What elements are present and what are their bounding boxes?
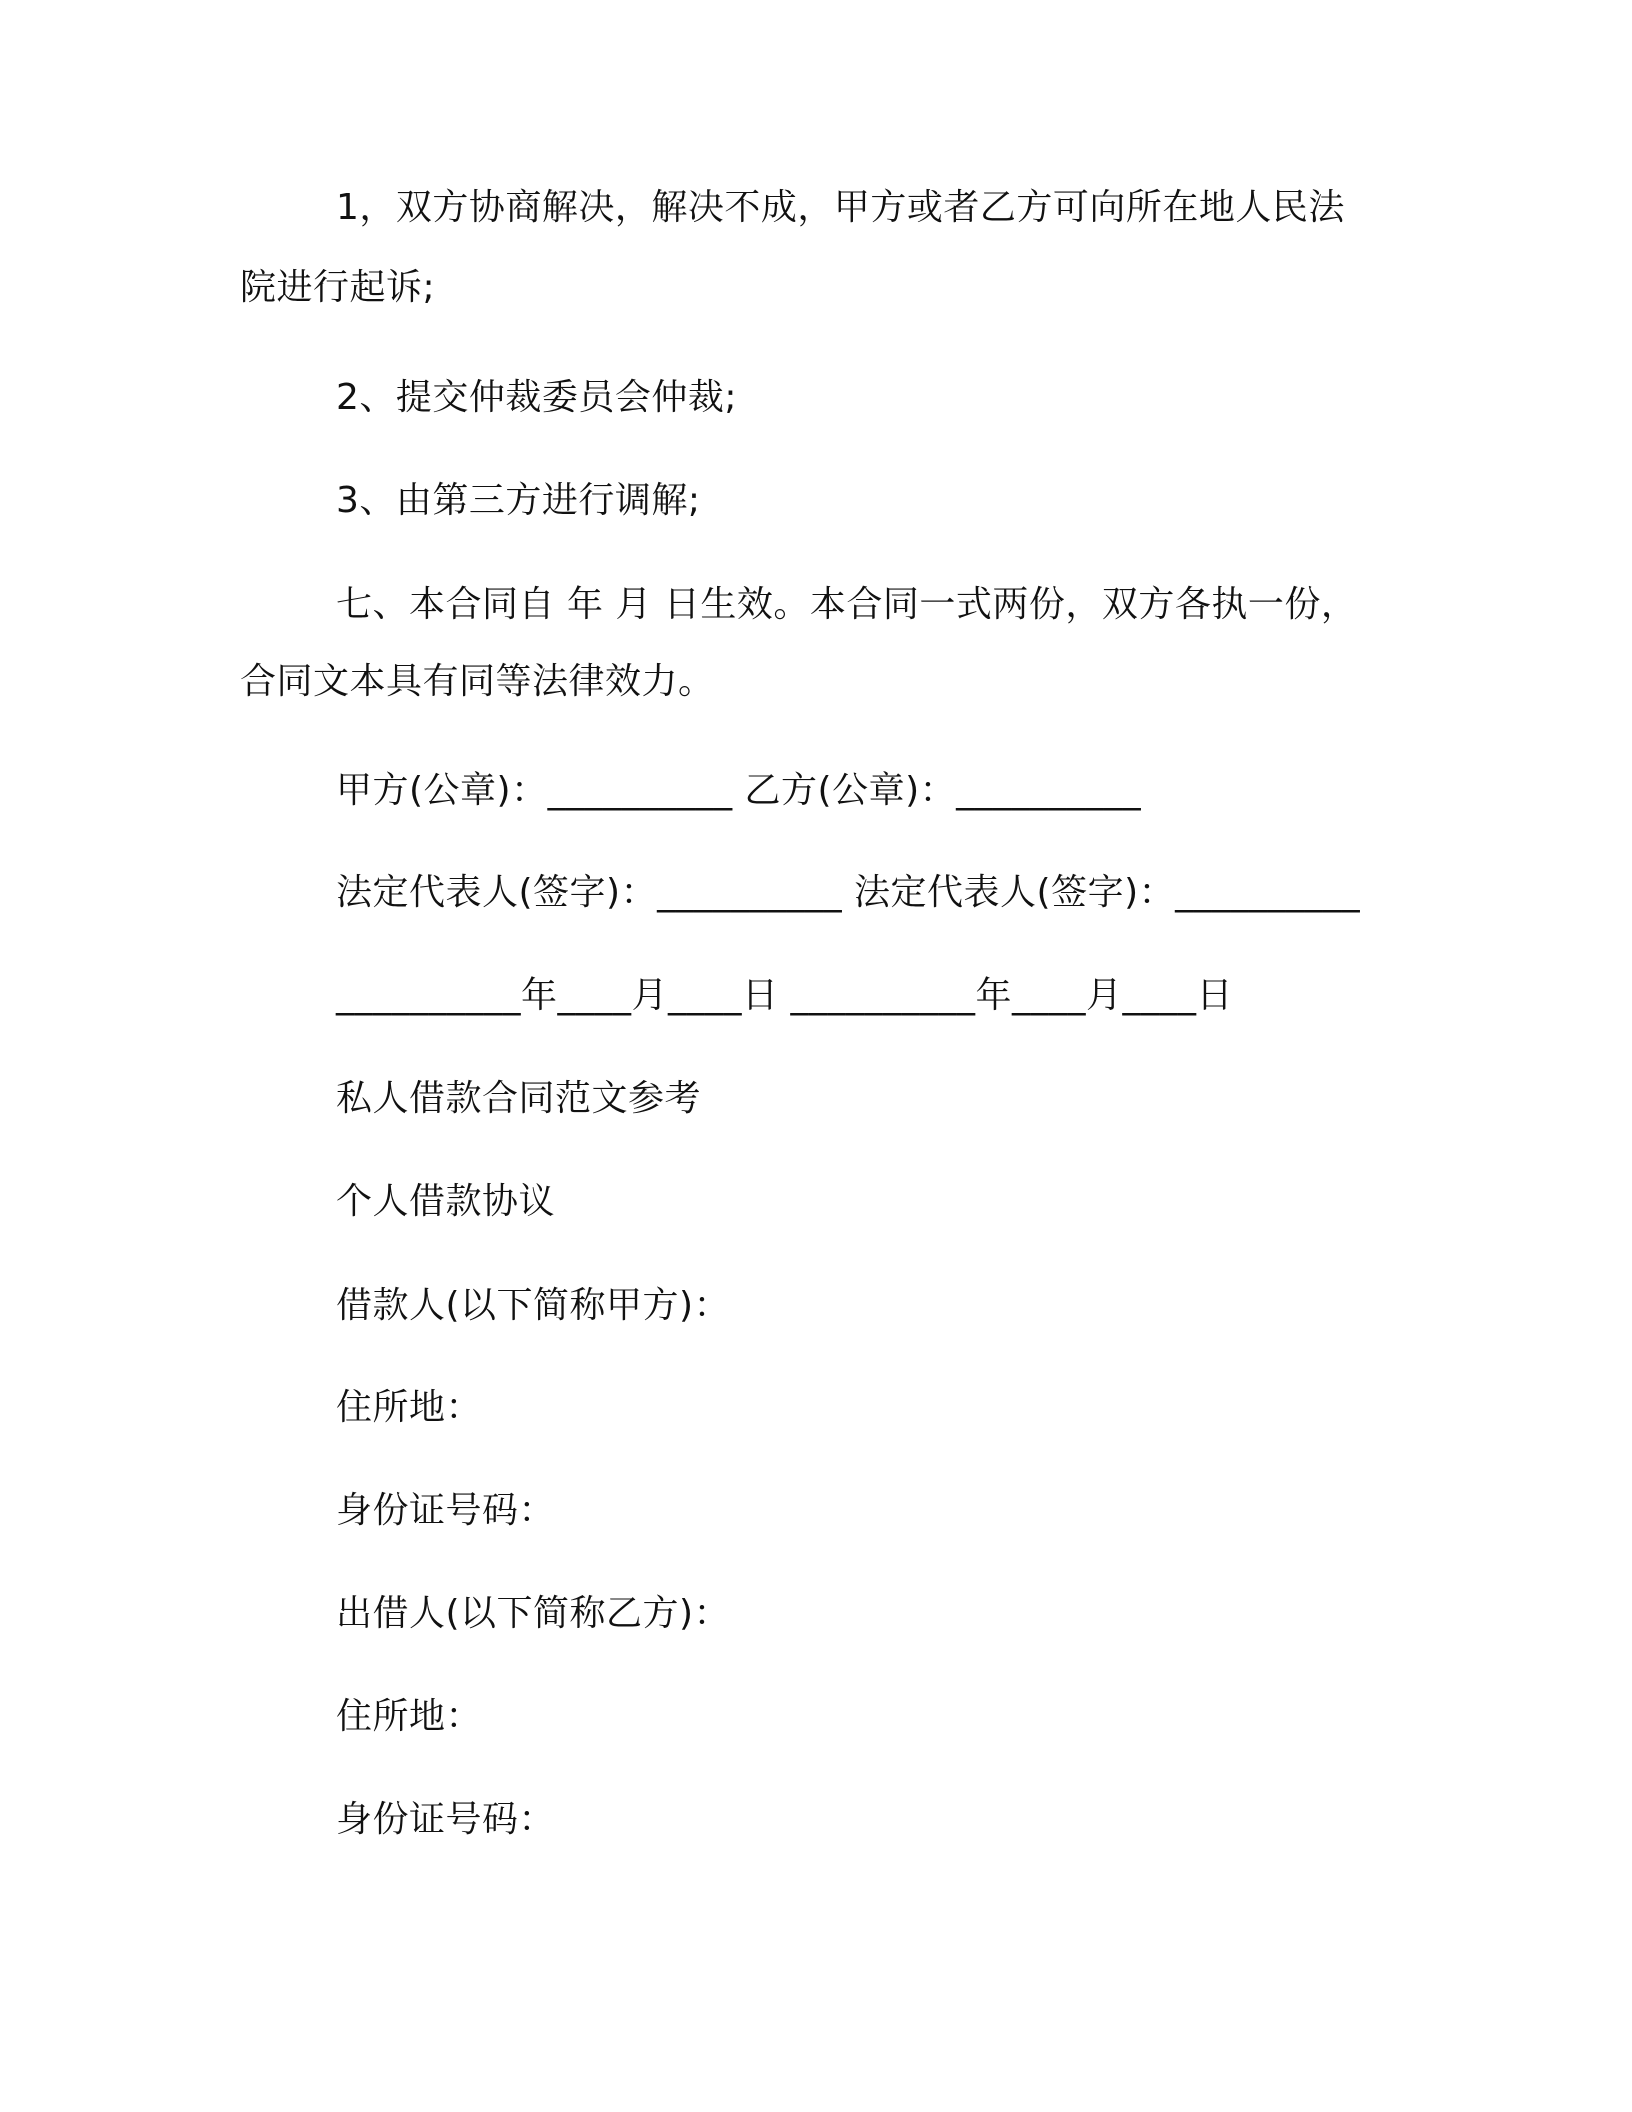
agreement-title: 个人借款协议 [336,1181,556,1222]
clause-3: 3、由第三方进行调解; [336,480,701,521]
article-7-line-1: 七、本合同自 年 月 日生效。本合同一式两份，双方各执一份， [336,584,1358,625]
lender-label: 出借人(以下简称乙方)： [336,1593,731,1634]
article-7-line-2: 合同文本具有同等法律效力。 [240,661,715,702]
clause-1-line-2: 院进行起诉; [240,267,436,308]
clause-1-line-1: 1，双方协商解决，解决不成，甲方或者乙方可向所在地人民法 [336,187,1345,228]
section-title: 私人借款合同范文参考 [336,1078,702,1119]
borrower-label: 借款人(以下简称甲方)： [336,1285,731,1326]
signature-date-line: __________年____月____日 __________年____月____日 [336,975,1233,1016]
legal-representative-line: 法定代表人(签字)：__________ 法定代表人(签字)：__________ [336,872,1361,913]
clause-2: 2、提交仲裁委员会仲裁; [336,377,738,418]
lender-address-label: 住所地： [336,1696,483,1737]
party-seal-line: 甲方(公章)：__________ 乙方(公章)：__________ [336,770,1142,811]
borrower-address-label: 住所地： [336,1387,483,1428]
borrower-id-label: 身份证号码： [336,1490,556,1531]
lender-id-label: 身份证号码： [336,1799,556,1840]
